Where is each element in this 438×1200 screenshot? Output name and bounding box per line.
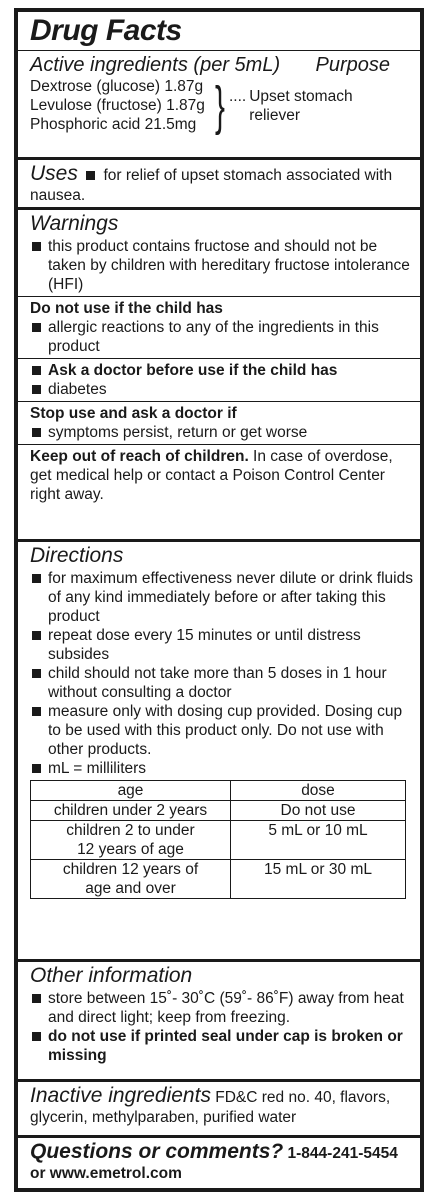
phone-number: 1-844-241-5454 bbox=[283, 1145, 398, 1162]
directions-section bbox=[18, 542, 420, 962]
table-cell: Do not use bbox=[231, 801, 406, 821]
list-item: child should not take more than 5 doses in 1 hour without consulting a doctor bbox=[30, 664, 414, 702]
inactive-ingredients-section bbox=[18, 1082, 420, 1138]
other-information-heading: Other information bbox=[30, 964, 193, 987]
divider bbox=[18, 401, 420, 402]
leader-dots: .... bbox=[228, 87, 247, 105]
drug-facts-panel bbox=[14, 8, 424, 1192]
list-item: for maximum effectiveness never dilute or drink fluids of any kind immediately before or after taking this product bbox=[30, 569, 414, 626]
active-ingredients-section bbox=[18, 12, 420, 160]
bullet-icon bbox=[32, 994, 41, 1003]
other-information-section bbox=[18, 962, 420, 1082]
table-cell: 15 mL or 30 mL bbox=[231, 860, 406, 899]
bullet-icon bbox=[32, 242, 41, 251]
bullet-icon bbox=[32, 669, 41, 678]
uses-section bbox=[18, 160, 420, 210]
bullet-icon bbox=[32, 323, 41, 332]
seal-warning-text: do not use if printed seal under cap is broken or missing bbox=[48, 1028, 403, 1064]
list-item: repeat dose every 15 minutes or until distress subsides bbox=[30, 626, 414, 664]
stop-use-heading: Stop use and ask a doctor if bbox=[30, 405, 237, 422]
bullet-icon bbox=[32, 631, 41, 640]
ask-doctor-heading: Ask a doctor before use if the child has bbox=[48, 362, 338, 379]
inactive-ingredients-heading: Inactive ingredients bbox=[30, 1084, 211, 1107]
dosing-table bbox=[30, 780, 406, 899]
table-cell: children 12 years of age and over bbox=[31, 860, 231, 899]
bullet-icon bbox=[32, 574, 41, 583]
do-not-use-text: allergic reactions to any of the ingredients in this product bbox=[48, 319, 379, 355]
divider bbox=[18, 358, 420, 359]
keep-out-text: In case of overdose, get medical help or contact a Poison Control Center right away. bbox=[30, 448, 393, 503]
directions-heading: Directions bbox=[30, 544, 124, 567]
ingredient-list bbox=[30, 77, 205, 134]
brace-icon: } bbox=[214, 75, 225, 136]
column-header-dose: dose bbox=[231, 781, 406, 801]
uses-heading: Uses bbox=[30, 162, 78, 185]
inactive-ingredients-text: FD&C red no. 40, flavors, glycerin, methylparaben, purified water bbox=[30, 1089, 391, 1126]
website-link: or www.emetrol.com bbox=[30, 1165, 182, 1182]
column-header-age: age bbox=[31, 781, 231, 801]
keep-out-heading: Keep out of reach of children. bbox=[30, 448, 249, 465]
table-row bbox=[31, 821, 406, 860]
active-ingredients-heading: Active ingredients (per 5mL) bbox=[30, 54, 281, 76]
table-row bbox=[31, 860, 406, 899]
warnings-section bbox=[18, 210, 420, 542]
list-item: measure only with dosing cup provided. Dosing cup to be used with this product only. Do not use with other products. bbox=[30, 702, 414, 759]
bullet-icon bbox=[32, 707, 41, 716]
ingredient-levulose: Levulose (fructose) 1.87g bbox=[30, 97, 205, 114]
divider bbox=[18, 296, 420, 297]
bullet-icon bbox=[32, 366, 41, 375]
uses-text: for relief of upset stomach associated with nausea. bbox=[30, 167, 393, 204]
ingredient-phosphoric-acid: Phosphoric acid 21.5mg bbox=[30, 116, 197, 133]
drug-facts-title: Drug Facts bbox=[18, 12, 420, 51]
bullet-icon bbox=[32, 385, 41, 394]
list-item: mL = milliliters bbox=[30, 759, 414, 778]
storage-text: store between 15˚- 30˚C (59˚- 86˚F) away from heat and direct light; keep from freezing. bbox=[48, 990, 404, 1026]
bullet-icon bbox=[32, 428, 41, 437]
ingredient-dextrose: Dextrose (glucose) 1.87g bbox=[30, 78, 204, 95]
divider bbox=[18, 444, 420, 445]
table-cell: children 2 to under 12 years of age bbox=[31, 821, 231, 860]
questions-section bbox=[18, 1138, 420, 1187]
ask-doctor-text: diabetes bbox=[48, 381, 107, 398]
questions-heading: Questions or comments? bbox=[30, 1140, 284, 1163]
warnings-heading: Warnings bbox=[30, 212, 119, 235]
bullet-icon bbox=[86, 171, 95, 180]
do-not-use-heading: Do not use if the child has bbox=[30, 300, 223, 317]
bullet-icon bbox=[32, 1032, 41, 1041]
purpose-heading: Purpose bbox=[315, 54, 390, 76]
warning-fructose: this product contains fructose and should not be taken by children with hereditary fructose intolerance (HFI) bbox=[48, 238, 410, 293]
table-row bbox=[31, 801, 406, 821]
bullet-icon bbox=[32, 764, 41, 773]
table-header-row bbox=[31, 781, 406, 801]
table-cell: 5 mL or 10 mL bbox=[231, 821, 406, 860]
stop-use-text: symptoms persist, return or get worse bbox=[48, 424, 308, 441]
purpose-text: Upset stomach reliever bbox=[249, 87, 353, 124]
table-cell: children under 2 years bbox=[31, 801, 231, 821]
